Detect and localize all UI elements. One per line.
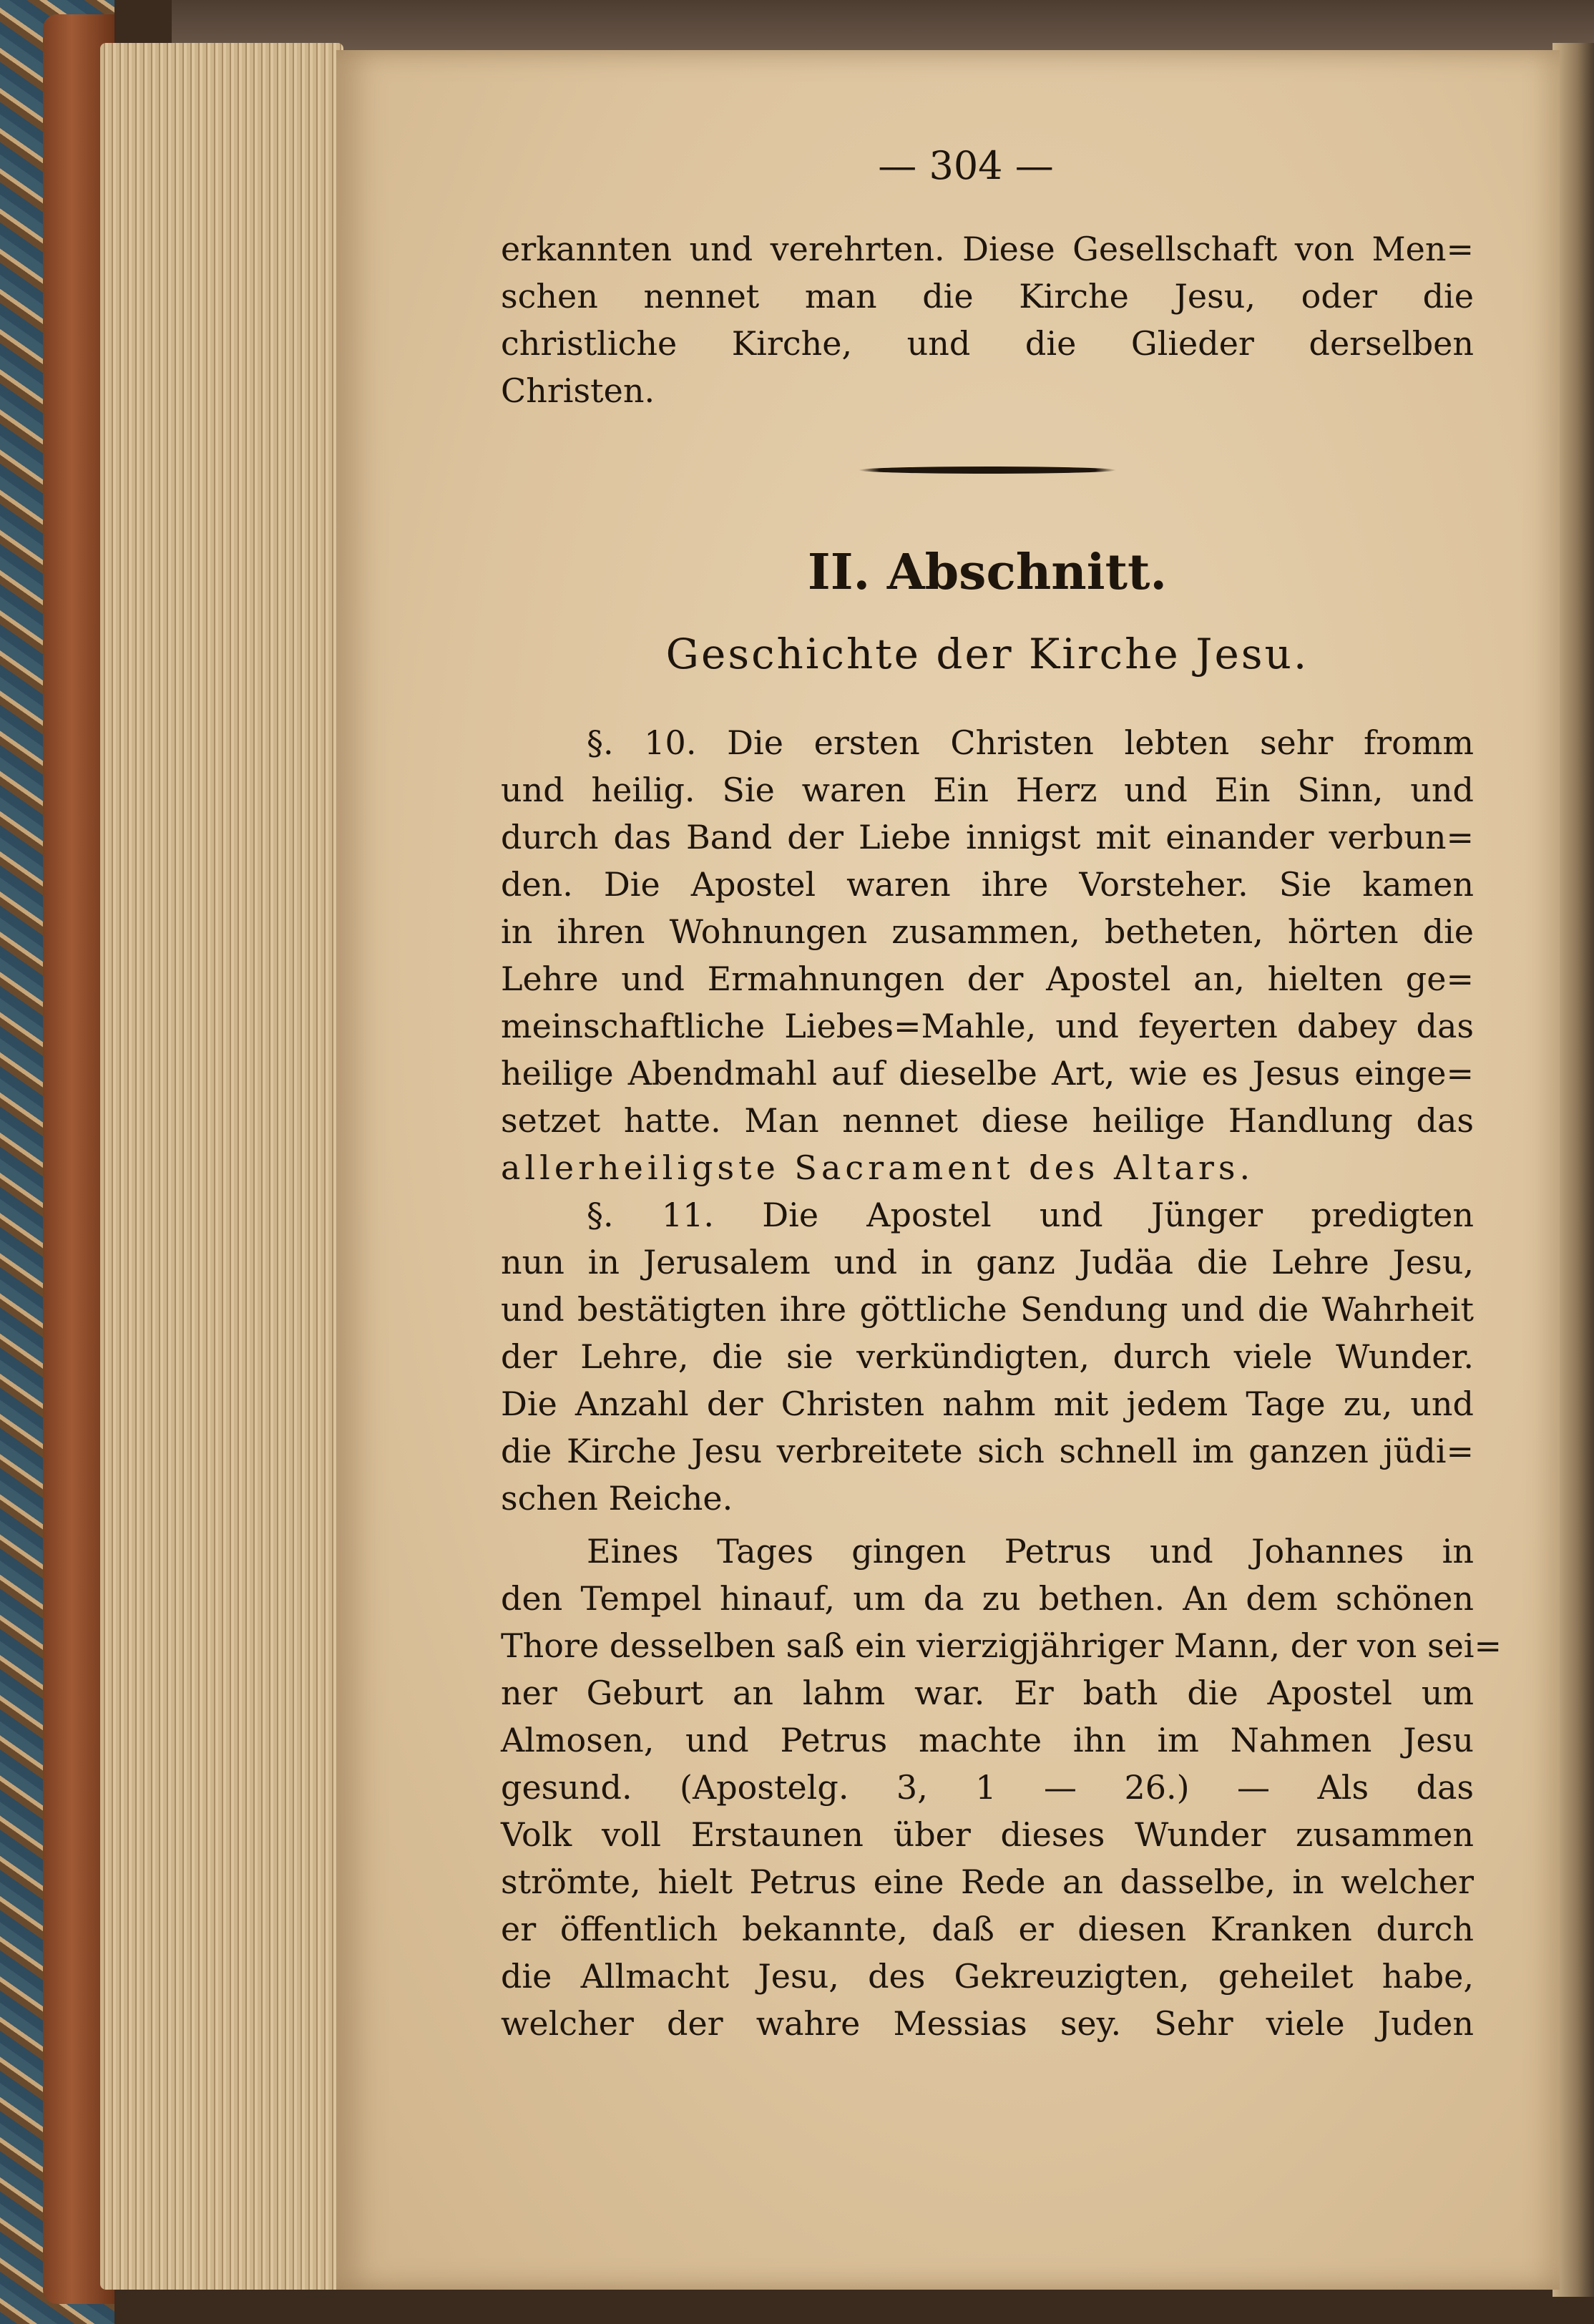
text-line: er öffentlich bekannte, daß er diesen Kranken durch [501, 1910, 1474, 1948]
text-line: christliche Kirche, und die Glieder derselben [501, 324, 1474, 363]
text-line: den Tempel hinauf, um da zu bethen. An dem schönen [501, 1579, 1474, 1618]
text-line: Thore desselben saß ein vierzigjähriger Mann, der von sei= [501, 1626, 1502, 1665]
text-line: §. 10. Die ersten Christen lebten sehr fromm [587, 723, 1474, 762]
text-line: allerheiligste Sacrament des Altars. [501, 1148, 1255, 1187]
paragraph-10 [501, 719, 1474, 1191]
text-line: den. Die Apostel waren ihre Vorsteher. Sie kamen [501, 865, 1474, 904]
text-line: die Kirche Jesu verbreitete sich schnell im ganzen jüdi= [501, 1432, 1474, 1470]
section-subtitle: Geschichte der Kirche Jesu. [665, 630, 1309, 678]
text-line: ner Geburt an lahm war. Er bath die Apostel um [501, 1674, 1474, 1712]
page-stack-edges [100, 43, 343, 2290]
text-line: heilige Abendmahl auf dieselbe Art, wie es Jesus einge= [501, 1054, 1474, 1093]
text-line: und heilig. Sie waren Ein Herz und Ein Sinn, und [501, 771, 1474, 809]
text-line: Volk voll Erstaunen über dieses Wunder zusammen [501, 1815, 1474, 1854]
text-line: die Allmacht Jesu, des Gekreuzigten, geheilet habe, [501, 1957, 1474, 1996]
text-line: Eines Tages gingen Petrus und Johannes in [587, 1532, 1474, 1571]
text-line: strömte, hielt Petrus eine Rede an dasselbe, in welcher [501, 1862, 1474, 1901]
text-line: §. 11. Die Apostel und Jünger predigten [587, 1196, 1474, 1234]
paragraph-11 [501, 1191, 1474, 1522]
text-line: erkannten und verehrten. Diese Gesellschaft von Men= [501, 230, 1474, 268]
text-line: gesund. (Apostelg. 3, 1 — 26.) — Als das [501, 1768, 1474, 1807]
text-line: Die Anzahl der Christen nahm mit jedem Tage zu, und [501, 1385, 1474, 1423]
text-line: Almosen, und Petrus machte ihn im Nahmen Jesu [501, 1721, 1474, 1759]
text-line: schen Reiche. [501, 1479, 733, 1518]
text-line: schen nennet man die Kirche Jesu, oder die [501, 277, 1474, 316]
book-top-edge [172, 0, 1594, 57]
text-line: meinschaftliche Liebes=Mahle, und feyerten dabey das [501, 1007, 1474, 1045]
paragraph-petrus [501, 1528, 1502, 2047]
text-line: durch das Band der Liebe innigst mit einander verbun= [501, 818, 1474, 856]
text-line: und bestätigten ihre göttliche Sendung und die Wahrheit [501, 1290, 1474, 1329]
section-divider [859, 467, 1116, 474]
text-line: der Lehre, die sie verkündigten, durch viele Wunder. [501, 1337, 1474, 1376]
text-line: in ihren Wohnungen zusammen, betheten, hörten die [501, 912, 1474, 951]
text-line: setzet hatte. Man nennet diese heilige Handlung das [501, 1101, 1474, 1140]
text-line: Lehre und Ermahnungen der Apostel an, hielten ge= [501, 960, 1474, 998]
page-number: — 304 — [878, 143, 1054, 188]
section-title: II. Abschnitt. [807, 544, 1168, 601]
text-line: Christen. [501, 371, 655, 410]
intro-text [501, 225, 1474, 414]
text-line: nun in Jerusalem und in ganz Judäa die Lehre Jesu, [501, 1243, 1474, 1281]
text-line: welcher der wahre Messias sey. Sehr viele Juden [501, 2004, 1474, 2043]
